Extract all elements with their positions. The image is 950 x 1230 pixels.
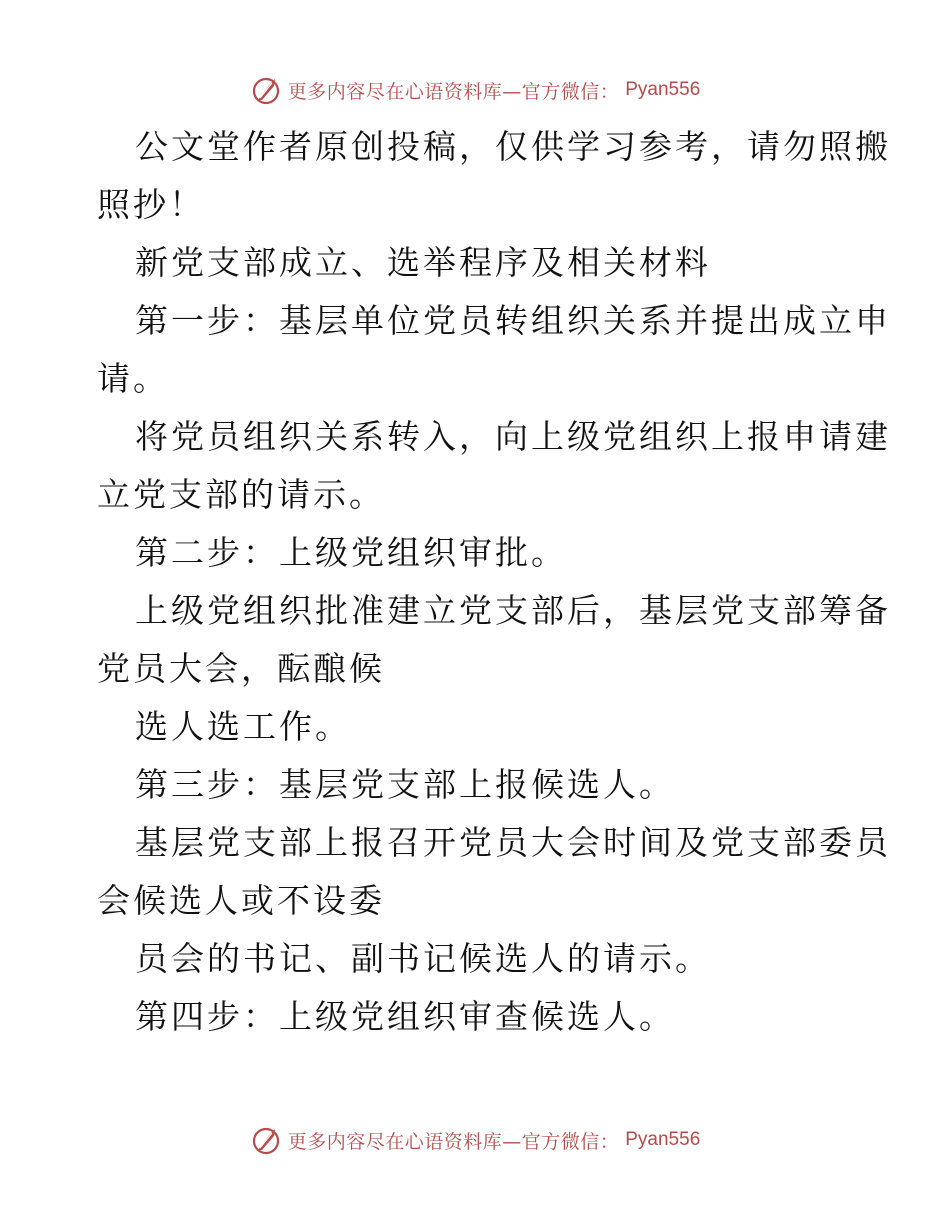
line-text: 基层党支部上报召开党员大会时间及党支部委员: [135, 823, 891, 862]
footer-banner-content: [250, 1124, 701, 1156]
document-line: [97, 408, 891, 466]
document-body: [97, 118, 891, 1046]
document-line: [97, 350, 857, 408]
document-line: [97, 582, 891, 640]
footer-wechat-id: Pyan556: [625, 1129, 701, 1150]
line-text: 第三步：基层党支部上报候选人。: [135, 765, 675, 804]
line-text: 请。: [97, 359, 169, 398]
line-text: 党员大会，酝酿候: [97, 649, 385, 688]
document-line: [97, 988, 857, 1046]
line-text: 公文堂作者原创投稿，仅供学习参考，请勿照搬: [135, 127, 891, 166]
document-line: [97, 524, 857, 582]
line-text: 第二步：上级党组织审批。: [135, 533, 567, 572]
quill-pen-icon: [250, 1124, 282, 1156]
document-line: [97, 640, 857, 698]
document-line: [97, 698, 857, 756]
document-line: [97, 176, 857, 234]
line-text: 第一步：基层单位党员转组织关系并提出成立申: [135, 301, 891, 340]
document-line: [97, 292, 891, 350]
document-line: [97, 756, 857, 814]
quill-pen-icon: [250, 74, 282, 106]
header-banner-text: 更多内容尽在心语资料库—官方微信：: [287, 80, 620, 103]
line-text: 选人选工作。: [135, 707, 351, 746]
document-line: [97, 930, 857, 988]
line-text: 照抄！: [97, 185, 205, 224]
header-wechat-id: Pyan556: [625, 79, 701, 100]
document-line: [97, 872, 857, 930]
line-text: 新党支部成立、选举程序及相关材料: [135, 243, 711, 282]
line-text: 将党员组织关系转入，向上级党组织上报申请建: [135, 417, 891, 456]
document-line: [97, 118, 891, 176]
footer-banner: [0, 1120, 950, 1160]
header-banner: [0, 70, 950, 110]
line-text: 员会的书记、副书记候选人的请示。: [135, 939, 711, 978]
line-text: 立党支部的请示。: [97, 475, 385, 514]
document-line: [97, 466, 857, 524]
document-line: [97, 234, 857, 292]
line-text: 上级党组织批准建立党支部后，基层党支部筹备: [135, 591, 891, 630]
footer-banner-text: 更多内容尽在心语资料库—官方微信：: [287, 1130, 620, 1153]
header-banner-content: [250, 74, 701, 106]
document-line: [97, 814, 891, 872]
line-text: 会候选人或不设委: [97, 881, 385, 920]
line-text: 第四步：上级党组织审查候选人。: [135, 997, 675, 1036]
